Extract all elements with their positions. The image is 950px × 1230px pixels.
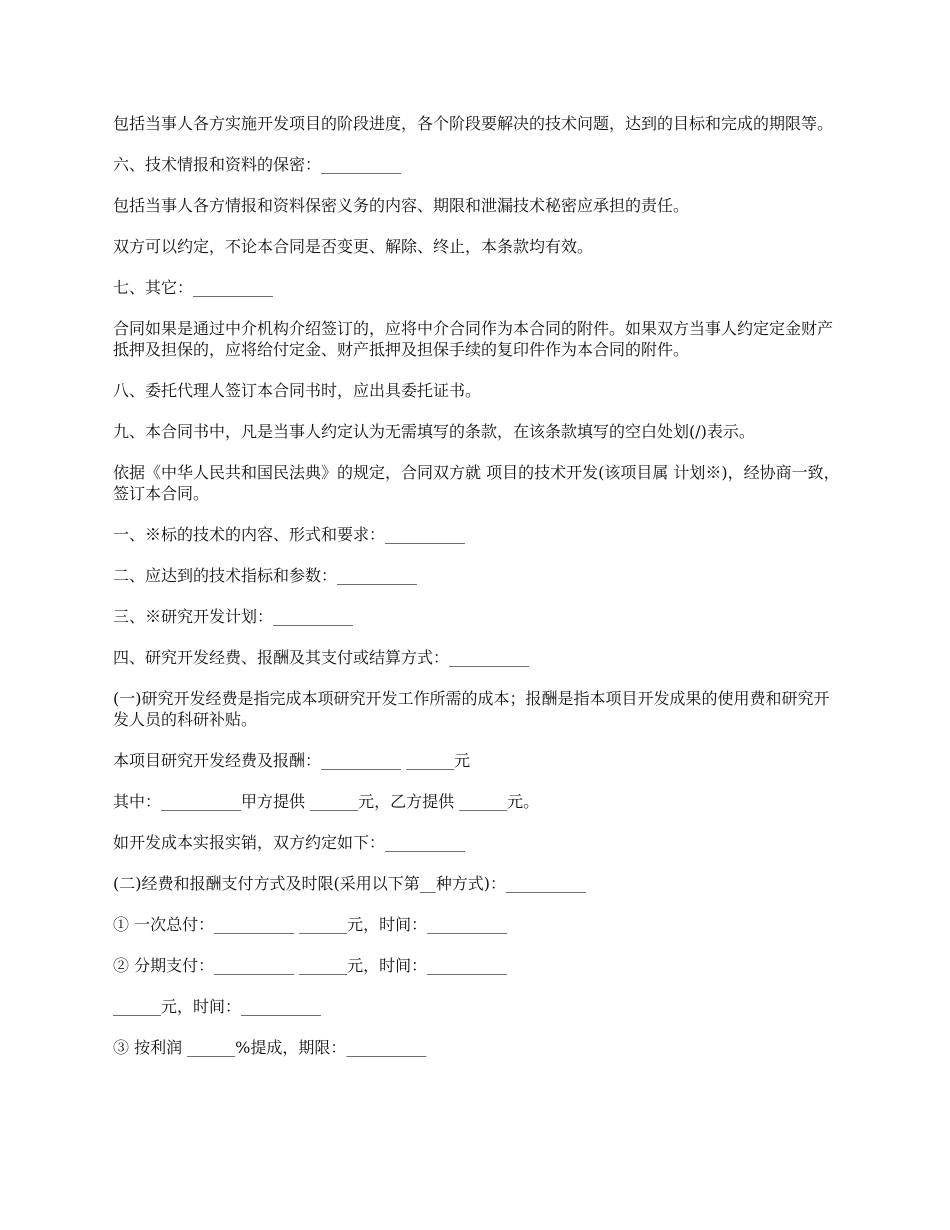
- contract-preamble: 依据《中华人民共和国民法典》的规定，合同双方就 项目的技术开发(该项目属 计划※)，经协商一致，签订本合同。: [113, 463, 840, 503]
- paragraph: (一)研究开发经费是指完成本项研究开发工作所需的成本；报酬是指本项目开发成果的使用费和研究开发人员的科研补贴。: [113, 689, 830, 729]
- paragraph: 双方可以约定，不论本合同是否变更、解除、终止，本条款均有效。: [113, 237, 594, 256]
- fill-line-lump-sum: ① 一次总付：__________ ______元，时间：__________: [113, 915, 508, 934]
- fill-line-total-funding: 本项目研究开发经费及报酬：__________ ______元: [113, 751, 471, 770]
- section-heading-agent: 八、委托代理人签订本合同书时，应出具委托证书。: [113, 381, 482, 400]
- document-body: [113, 113, 843, 1078]
- fill-line-party-contribution: 其中：__________甲方提供 ______元，乙方提供 ______元。: [113, 792, 540, 811]
- clause-funding-payment: 四、研究开发经费、报酬及其支付或结算方式：__________: [113, 648, 530, 667]
- fill-line-installment: ② 分期支付：__________ ______元，时间：__________: [113, 956, 508, 975]
- section-heading-other: 七、其它：__________: [113, 278, 274, 297]
- section-heading-blank-notation: 九、本合同书中，凡是当事人约定认为无需填写的条款，在该条款填写的空白处划(/)表示。: [113, 422, 755, 441]
- clause-rd-plan: 三、※研究开发计划：__________: [113, 607, 354, 626]
- paragraph: 包括当事人各方情报和资料保密义务的内容、期限和泄漏技术秘密应承担的责任。: [113, 196, 690, 215]
- paragraph: 合同如果是通过中介机构介绍签订的，应将中介合同作为本合同的附件。如果双方当事人约定定金财产抵押及担保的，应将给付定金、财产抵押及担保手续的复印件作为本合同的附件。: [113, 319, 834, 359]
- fill-line-profit-share: ③ 按利润 ______%提成，期限：__________: [113, 1038, 427, 1057]
- clause-subject-technology: 一、※标的技术的内容、形式和要求：__________: [113, 525, 466, 544]
- fill-line-actual-cost: 如开发成本实报实销，双方约定如下：__________: [113, 833, 466, 852]
- fill-line-installment-continued: ______元，时间：__________: [113, 997, 322, 1016]
- fill-line-payment-method: (二)经费和报酬支付方式及时限(采用以下第__种方式)：__________: [113, 874, 586, 893]
- section-heading-confidentiality: 六、技术情报和资料的保密：__________: [113, 155, 402, 174]
- paragraph: 包括当事人各方实施开发项目的阶段进度，各个阶段要解决的技术问题，达到的目标和完成的期限等。: [113, 114, 834, 133]
- clause-technical-indicators: 二、应达到的技术指标和参数：__________: [113, 566, 418, 585]
